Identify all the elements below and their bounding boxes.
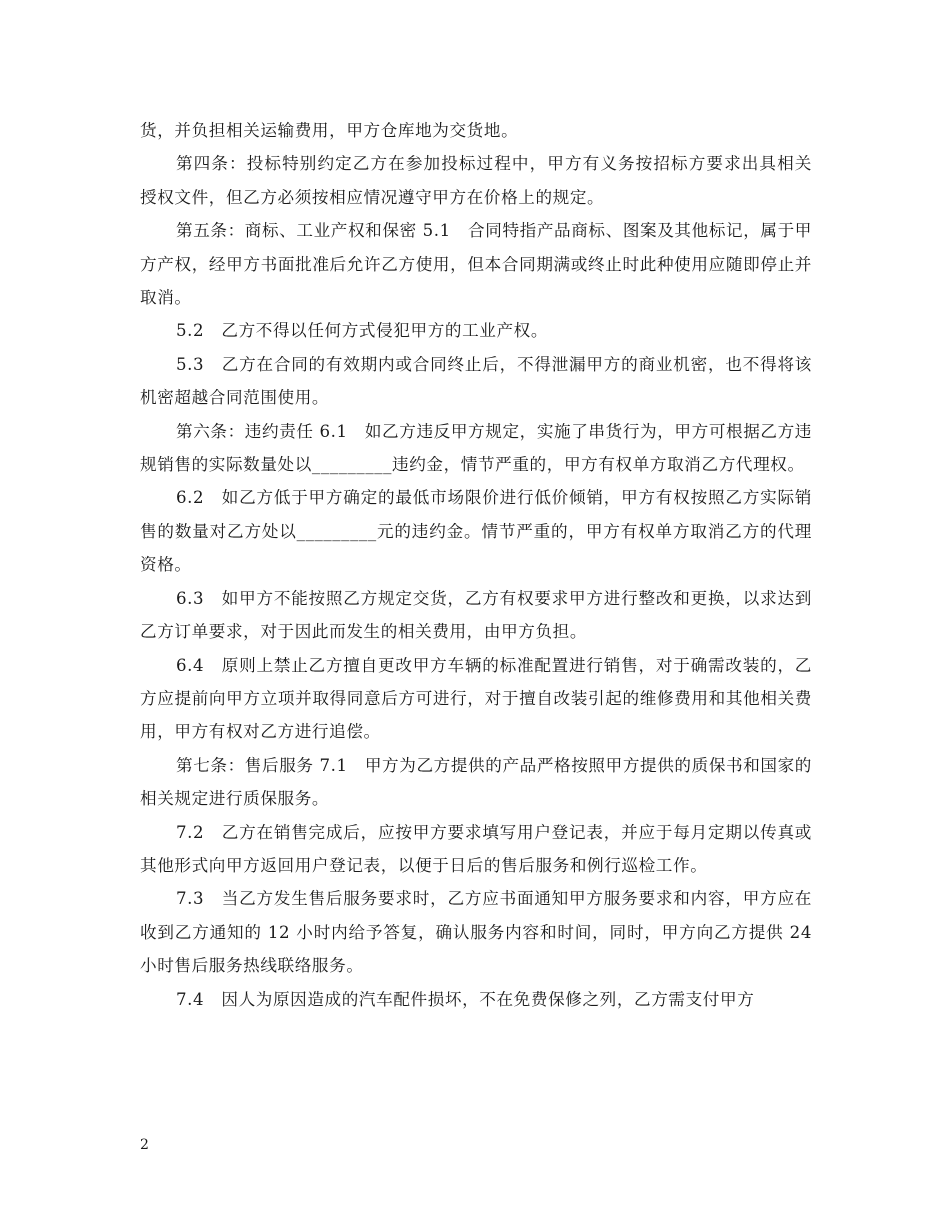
paragraph: 6.2 如乙方低于甲方确定的最低市场限价进行低价倾销，甲方有权按照乙方实际销售的数量对乙方处以_________元的违约金。情节严重的，甲方有权单方取消乙方的代理资格。 — [140, 488, 812, 575]
paragraph: 6.4 原则上禁止乙方擅自更改甲方车辆的标准配置进行销售，对于确需改装的，乙方应提前向甲方立项并取得同意后方可进行，对于擅自改装引起的维修费用和其他相关费用，甲方有权对乙方进行追偿。 — [140, 655, 812, 742]
paragraph: 第四条：投标特别约定乙方在参加投标过程中，甲方有义务按招标方要求出具相关授权文件，但乙方必须按相应情况遵守甲方在价格上的规定。 — [140, 154, 812, 207]
document-body — [140, 114, 812, 1016]
paragraph: 第六条：违约责任 6.1 如乙方违反甲方规定，实施了串货行为，甲方可根据乙方违规销售的实际数量处以_________违约金，情节严重的，甲方有权单方取消乙方代理权。 — [140, 421, 812, 475]
paragraph: 6.3 如甲方不能按照乙方规定交货，乙方有权要求甲方进行整改和更换，以求达到乙方订单要求，对于因此而发生的相关费用，由甲方负担。 — [140, 588, 812, 642]
paragraph: 5.2 乙方不得以任何方式侵犯甲方的工业产权。 — [176, 321, 549, 341]
paragraph: 5.3 乙方在合同的有效期内或合同终止后，不得泄漏甲方的商业机密，也不得将该机密超越合同范围使用。 — [140, 354, 812, 408]
paragraph: 7.3 当乙方发生售后服务要求时，乙方应书面通知甲方服务要求和内容，甲方应在收到乙方通知的 12 小时内给予答复，确认服务内容和时间，同时，甲方向乙方提供 24 小时售后服务热线联络服务。 — [140, 889, 812, 976]
paragraph: 7.2 乙方在销售完成后，应按甲方要求填写用户登记表，并应于每月定期以传真或其他形式向甲方返回用户登记表，以便于日后的售后服务和例行巡检工作。 — [140, 822, 812, 875]
paragraph: 第五条：商标、工业产权和保密 5.1 合同特指产品商标、图案及其他标记，属于甲方产权，经甲方书面批准后允许乙方使用，但本合同期满或终止时此种使用应随即停止并取消。 — [140, 221, 812, 308]
paragraph: 第七条：售后服务 7.1 甲方为乙方提供的产品严格按照甲方提供的质保书和国家的相关规定进行质保服务。 — [140, 755, 812, 809]
page-number: 2 — [140, 1137, 149, 1153]
paragraph: 7.4 因人为原因造成的汽车配件损坏，不在免费保修之列，乙方需支付甲方 — [176, 989, 755, 1009]
paragraph: 货，并负担相关运输费用，甲方仓库地为交货地。 — [140, 121, 519, 140]
